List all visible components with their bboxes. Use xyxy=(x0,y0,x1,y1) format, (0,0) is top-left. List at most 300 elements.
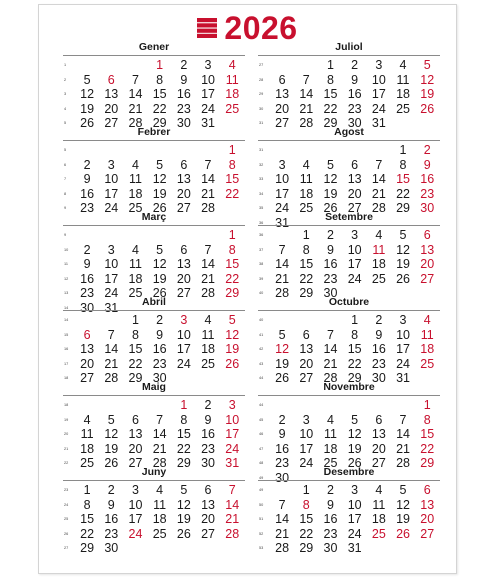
day-cell: 12 xyxy=(152,257,167,271)
day-cell: 13 xyxy=(176,172,191,186)
day-cell: 9 xyxy=(375,327,383,342)
day-cell: 18 xyxy=(396,87,410,101)
week-number: 14 xyxy=(64,318,69,322)
week-number: 16 xyxy=(64,347,69,351)
week-number: 51 xyxy=(259,517,264,521)
day-cell: 9 xyxy=(204,412,212,427)
day-cell: 5 xyxy=(228,313,236,327)
day-cell: 8 xyxy=(180,412,188,427)
day-cell: 6 xyxy=(107,72,115,87)
week-row xyxy=(63,243,245,258)
week-number: 6 xyxy=(64,162,67,167)
day-cell: 29 xyxy=(176,456,191,470)
day-cell: 11 xyxy=(323,427,337,441)
day-cell: 4 xyxy=(375,483,383,497)
day-cell: 11 xyxy=(201,327,215,342)
month-name: Febrer xyxy=(137,126,171,138)
day-cell: 8 xyxy=(326,72,334,87)
week-number: 46 xyxy=(259,432,264,436)
day-cell: 17 xyxy=(347,512,362,526)
week-number: 8 xyxy=(64,191,67,196)
week-row xyxy=(63,427,245,442)
week-number: 31 xyxy=(259,121,264,125)
day-cell: 21 xyxy=(152,441,167,456)
month-name: Maig xyxy=(142,381,166,393)
week-number: 44 xyxy=(259,403,264,407)
day-cell: 20 xyxy=(104,101,119,116)
day-cell: 24 xyxy=(371,101,386,116)
week-row xyxy=(63,228,245,243)
month-setembre xyxy=(258,211,440,301)
day-cell: 3 xyxy=(131,483,139,497)
day-cell: 4 xyxy=(156,483,164,497)
day-cell: 21 xyxy=(299,101,314,116)
week-row xyxy=(258,243,440,258)
week-row xyxy=(258,328,440,343)
day-cell: 14 xyxy=(225,497,240,512)
day-cell: 19 xyxy=(225,342,240,356)
day-cell: 24 xyxy=(299,456,314,470)
day-cell: 20 xyxy=(176,186,191,201)
day-cell: 15 xyxy=(323,87,338,101)
day-cell: 27 xyxy=(128,456,143,470)
week-number: 10 xyxy=(64,247,69,252)
day-cell: 30 xyxy=(152,371,167,385)
day-cell: 25 xyxy=(323,456,338,470)
day-cell: 1 xyxy=(131,313,139,327)
day-cell: 27 xyxy=(420,271,435,286)
day-cell: 15 xyxy=(225,172,240,186)
week-row xyxy=(63,143,245,158)
day-cell: 7 xyxy=(375,157,383,172)
day-cell: 26 xyxy=(275,371,290,385)
day-cell: 4 xyxy=(131,242,139,257)
day-cell: 24 xyxy=(225,441,240,456)
week-row xyxy=(63,102,245,117)
day-cell: 15 xyxy=(128,342,143,356)
day-cell: 29 xyxy=(299,541,314,555)
day-cell: 21 xyxy=(275,526,290,541)
day-cell: 31 xyxy=(347,541,362,555)
day-cell: 20 xyxy=(201,512,215,526)
day-cell: 26 xyxy=(104,456,119,470)
day-cell: 13 xyxy=(128,427,143,441)
month-maig xyxy=(63,381,245,471)
month-name: Desembre xyxy=(323,466,375,478)
day-cell: 21 xyxy=(128,101,143,116)
day-cell: 2 xyxy=(83,157,91,172)
day-cell: 12 xyxy=(347,427,362,441)
day-cell: 21 xyxy=(225,512,240,526)
day-cell: 14 xyxy=(323,342,338,356)
week-number: 23 xyxy=(64,488,69,492)
day-cell: 22 xyxy=(128,356,143,371)
week-row xyxy=(258,498,440,513)
day-cell: 7 xyxy=(107,327,115,342)
day-cell: 12 xyxy=(80,87,95,101)
day-cell: 5 xyxy=(278,327,286,342)
day-cell: 26 xyxy=(396,271,410,286)
day-cell: 15 xyxy=(396,172,410,186)
day-cell: 10 xyxy=(176,327,191,342)
week-row xyxy=(63,73,245,88)
week-number: 5 xyxy=(64,148,67,152)
day-cell: 30 xyxy=(323,286,338,300)
day-cell: 15 xyxy=(152,87,167,101)
week-row xyxy=(63,87,245,102)
day-cell: 1 xyxy=(399,143,407,157)
day-cell: 13 xyxy=(201,497,215,512)
week-row xyxy=(63,398,245,413)
day-cell: 20 xyxy=(299,356,314,371)
day-cell: 1 xyxy=(351,313,359,327)
day-cell: 5 xyxy=(399,483,407,497)
day-cell: 17 xyxy=(347,257,362,271)
day-cell: 9 xyxy=(326,242,334,257)
day-cell: 23 xyxy=(80,201,95,215)
day-cell: 18 xyxy=(80,441,95,456)
month-abril xyxy=(63,296,245,386)
day-cell: 9 xyxy=(107,497,115,512)
day-cell: 27 xyxy=(201,526,215,541)
day-cell: 25 xyxy=(371,271,386,286)
day-cell: 7 xyxy=(156,412,164,427)
day-cell: 7 xyxy=(204,242,212,257)
day-cell: 12 xyxy=(225,327,240,342)
day-cell: 26 xyxy=(176,526,191,541)
day-cell: 20 xyxy=(371,441,386,456)
day-cell: 6 xyxy=(180,157,188,172)
day-cell: 27 xyxy=(80,371,95,385)
day-cell: 4 xyxy=(302,157,310,172)
day-cell: 9 xyxy=(326,497,334,512)
day-cell: 15 xyxy=(299,257,314,271)
day-cell: 4 xyxy=(131,157,139,172)
day-cell: 30 xyxy=(420,201,435,215)
day-cell: 5 xyxy=(156,157,164,172)
week-row xyxy=(63,313,245,328)
day-cell: 30 xyxy=(275,470,290,485)
week-row xyxy=(258,313,440,328)
day-cell: 2 xyxy=(278,412,286,427)
week-number: 50 xyxy=(259,502,264,507)
month-divider xyxy=(63,225,245,226)
day-cell: 2 xyxy=(423,143,431,157)
day-cell: 30 xyxy=(323,541,338,555)
week-number: 1 xyxy=(64,63,67,67)
day-cell: 23 xyxy=(323,526,338,541)
day-cell: 30 xyxy=(347,116,362,130)
day-cell: 19 xyxy=(347,441,362,456)
day-cell: 13 xyxy=(80,342,95,356)
day-cell: 16 xyxy=(80,186,95,201)
day-cell: 26 xyxy=(347,456,362,470)
week-number: 45 xyxy=(259,417,264,422)
day-cell: 19 xyxy=(176,512,191,526)
week-row xyxy=(258,398,440,413)
day-cell: 2 xyxy=(351,58,359,72)
day-cell: 3 xyxy=(351,228,359,242)
day-cell: 26 xyxy=(396,526,410,541)
day-cell: 5 xyxy=(83,72,91,87)
week-number: 41 xyxy=(259,332,264,337)
day-cell: 19 xyxy=(152,271,167,286)
day-cell: 15 xyxy=(225,257,240,271)
month-name: Abril xyxy=(142,296,166,308)
day-cell: 10 xyxy=(275,172,290,186)
week-number: 27 xyxy=(64,546,69,550)
day-cell: 12 xyxy=(275,342,290,356)
day-cell: 22 xyxy=(176,441,191,456)
week-row xyxy=(63,512,245,527)
month-name: Novembre xyxy=(323,381,375,393)
day-cell: 23 xyxy=(176,101,191,116)
week-number: 49 xyxy=(259,475,264,480)
day-cell: 28 xyxy=(104,371,119,385)
day-cell: 22 xyxy=(396,186,410,201)
week-number: 34 xyxy=(259,191,264,196)
day-cell: 23 xyxy=(420,186,435,201)
day-cell: 25 xyxy=(225,101,240,116)
day-cell: 12 xyxy=(176,497,191,512)
day-cell: 6 xyxy=(423,228,431,242)
week-number: 20 xyxy=(64,432,69,436)
month-divider xyxy=(258,55,440,56)
month-name: Juny xyxy=(141,466,167,478)
day-cell: 10 xyxy=(128,497,143,512)
day-cell: 6 xyxy=(423,483,431,497)
day-cell: 23 xyxy=(323,271,338,286)
week-row xyxy=(258,257,440,272)
day-cell: 10 xyxy=(104,172,119,186)
day-cell: 16 xyxy=(152,342,167,356)
day-cell: 20 xyxy=(420,257,435,271)
day-cell: 6 xyxy=(375,412,383,427)
day-cell: 11 xyxy=(299,172,313,186)
day-cell: 16 xyxy=(323,512,338,526)
week-number: 9 xyxy=(64,233,67,237)
day-cell: 16 xyxy=(80,271,95,286)
day-cell: 24 xyxy=(201,101,215,116)
day-cell: 17 xyxy=(396,342,410,356)
day-cell: 14 xyxy=(152,427,167,441)
day-cell: 15 xyxy=(347,342,362,356)
week-row xyxy=(258,357,440,372)
day-cell: 3 xyxy=(375,58,383,72)
day-cell: 21 xyxy=(323,356,338,371)
day-cell: 14 xyxy=(371,172,386,186)
week-row xyxy=(258,413,440,428)
day-cell: 25 xyxy=(201,356,215,371)
day-cell: 6 xyxy=(278,72,286,87)
day-cell: 28 xyxy=(128,116,143,130)
week-number: 36 xyxy=(259,220,264,225)
week-row xyxy=(63,541,245,556)
day-cell: 14 xyxy=(201,257,215,271)
day-cell: 17 xyxy=(371,87,386,101)
day-cell: 23 xyxy=(275,456,290,470)
day-cell: 17 xyxy=(128,512,143,526)
day-cell: 8 xyxy=(131,327,139,342)
day-cell: 17 xyxy=(104,271,119,286)
day-cell: 30 xyxy=(201,456,215,470)
week-row xyxy=(258,427,440,442)
week-number: 9 xyxy=(64,206,67,210)
week-number: 31 xyxy=(259,148,264,152)
month-name: Març xyxy=(141,211,167,223)
day-cell: 10 xyxy=(299,427,314,441)
day-cell: 15 xyxy=(299,512,314,526)
day-cell: 24 xyxy=(176,356,191,371)
day-cell: 16 xyxy=(371,342,386,356)
day-cell: 20 xyxy=(176,271,191,286)
day-cell: 6 xyxy=(131,412,139,427)
day-cell: 14 xyxy=(104,342,119,356)
week-row xyxy=(258,342,440,357)
week-row xyxy=(63,328,245,343)
week-row xyxy=(63,342,245,357)
day-cell: 12 xyxy=(420,72,435,87)
week-number: 36 xyxy=(259,233,264,237)
day-cell: 21 xyxy=(201,186,215,201)
week-number: 22 xyxy=(64,461,69,465)
week-number: 48 xyxy=(259,461,264,465)
day-cell: 28 xyxy=(275,286,290,300)
day-cell: 23 xyxy=(104,526,119,541)
day-cell: 9 xyxy=(83,172,91,186)
week-number: 19 xyxy=(64,417,69,422)
month-divider xyxy=(258,395,440,396)
day-cell: 14 xyxy=(299,87,314,101)
day-cell: 21 xyxy=(201,271,215,286)
week-number: 27 xyxy=(259,63,264,67)
week-row xyxy=(63,357,245,372)
week-number: 40 xyxy=(259,291,264,295)
day-cell: 25 xyxy=(420,356,435,371)
day-cell: 3 xyxy=(228,398,236,412)
day-cell: 14 xyxy=(128,87,143,101)
week-row xyxy=(63,58,245,73)
day-cell: 9 xyxy=(278,427,286,441)
month-gener xyxy=(63,41,245,131)
day-cell: 25 xyxy=(371,526,386,541)
day-cell: 4 xyxy=(204,313,212,327)
week-number: 52 xyxy=(259,531,264,536)
day-cell: 24 xyxy=(347,526,362,541)
day-cell: 28 xyxy=(396,456,410,470)
week-number: 33 xyxy=(259,177,264,181)
day-cell: 25 xyxy=(299,201,314,215)
day-cell: 20 xyxy=(420,512,435,526)
day-cell: 31 xyxy=(396,371,410,385)
week-row xyxy=(258,73,440,88)
week-number: 18 xyxy=(64,403,69,407)
day-cell: 4 xyxy=(375,228,383,242)
week-row xyxy=(258,143,440,158)
day-cell: 25 xyxy=(396,101,410,116)
month-divider xyxy=(63,140,245,141)
day-cell: 5 xyxy=(423,58,431,72)
day-cell: 12 xyxy=(396,497,410,512)
day-cell: 11 xyxy=(153,497,167,512)
week-row xyxy=(258,102,440,117)
day-cell: 4 xyxy=(423,313,431,327)
week-row xyxy=(258,541,440,556)
month-juny xyxy=(63,466,245,556)
day-cell: 14 xyxy=(275,512,290,526)
day-cell: 19 xyxy=(323,186,338,201)
day-cell: 19 xyxy=(80,101,95,116)
week-row xyxy=(63,158,245,173)
day-cell: 13 xyxy=(176,257,191,271)
week-number: 47 xyxy=(259,446,264,451)
week-number: 37 xyxy=(259,247,264,252)
day-cell: 17 xyxy=(275,186,290,201)
day-cell: 16 xyxy=(323,257,338,271)
day-cell: 2 xyxy=(326,228,334,242)
week-number: 3 xyxy=(64,92,67,96)
day-cell: 27 xyxy=(176,201,191,215)
day-cell: 23 xyxy=(347,101,362,116)
day-cell: 24 xyxy=(128,526,143,541)
day-cell: 11 xyxy=(372,497,386,512)
day-cell: 26 xyxy=(323,201,338,215)
day-cell: 9 xyxy=(83,257,91,271)
day-cell: 30 xyxy=(80,300,95,315)
day-cell: 21 xyxy=(275,271,290,286)
day-cell: 5 xyxy=(180,483,188,497)
day-cell: 18 xyxy=(420,342,435,356)
week-number: 38 xyxy=(259,262,264,266)
week-row xyxy=(258,483,440,498)
week-number: 15 xyxy=(64,332,69,337)
day-cell: 26 xyxy=(80,116,95,130)
day-cell: 18 xyxy=(128,271,143,286)
month-divider xyxy=(258,225,440,226)
day-cell: 20 xyxy=(275,101,290,116)
day-cell: 3 xyxy=(107,157,115,172)
day-cell: 1 xyxy=(302,483,310,497)
day-cell: 29 xyxy=(80,541,95,555)
day-cell: 29 xyxy=(225,286,240,300)
day-cell: 19 xyxy=(104,441,119,456)
week-row xyxy=(63,413,245,428)
day-cell: 2 xyxy=(204,398,212,412)
day-cell: 2 xyxy=(156,313,164,327)
day-cell: 25 xyxy=(128,286,143,300)
day-cell: 22 xyxy=(299,271,314,286)
day-cell: 1 xyxy=(228,143,236,157)
week-row xyxy=(258,58,440,73)
day-cell: 11 xyxy=(420,327,434,342)
day-cell: 19 xyxy=(396,512,410,526)
day-cell: 21 xyxy=(371,186,386,201)
month-divider xyxy=(63,310,245,311)
day-cell: 22 xyxy=(420,441,435,456)
day-cell: 1 xyxy=(423,398,431,412)
day-cell: 8 xyxy=(399,157,407,172)
day-cell: 28 xyxy=(299,116,314,130)
day-cell: 9 xyxy=(351,72,359,87)
day-cell: 9 xyxy=(423,157,431,172)
week-number: 7 xyxy=(64,177,67,181)
day-cell: 7 xyxy=(278,497,286,512)
day-cell: 13 xyxy=(420,497,435,512)
day-cell: 10 xyxy=(104,257,119,271)
week-number: 30 xyxy=(259,106,264,111)
day-cell: 29 xyxy=(128,371,143,385)
day-cell: 14 xyxy=(396,427,410,441)
